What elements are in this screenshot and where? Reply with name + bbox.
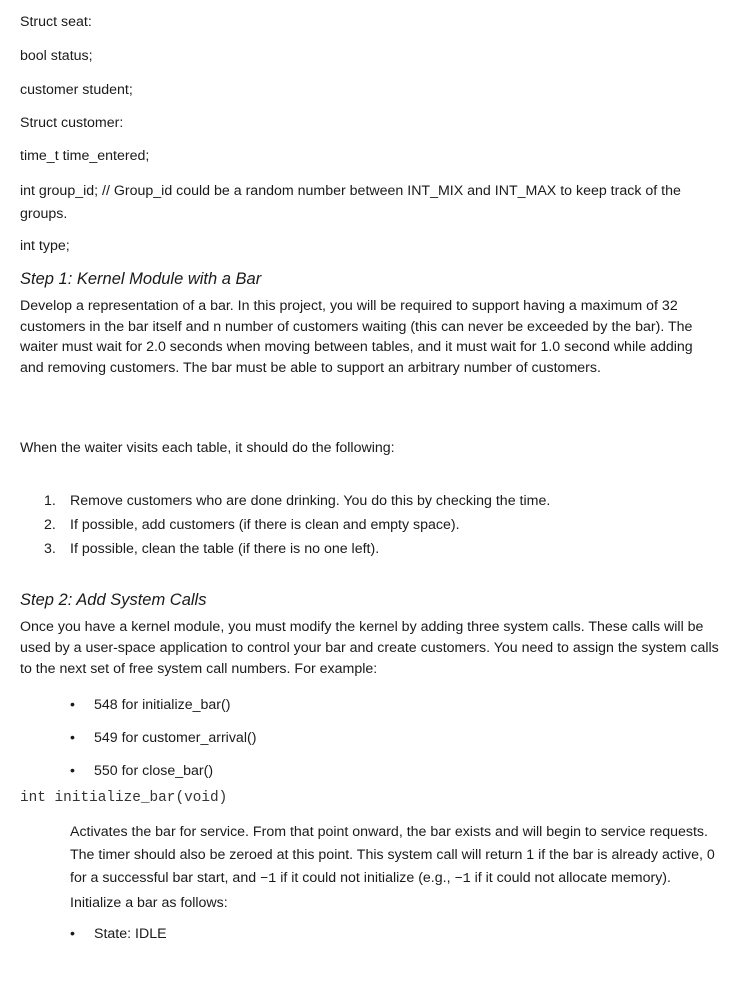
customer-student-line: customer student; [20, 82, 133, 98]
initialize-bar-description: Activates the bar for service. From that point onward, the bar exists and will begin to service requests. The timer should also be zeroed at this point. This system call will return 1 if the bar is already active, 0 for a successful bar start, and −1 if it could not initialize (e.g., −1 if it could not allocate memory). Initialize a bar as follows: [70, 824, 715, 911]
list-item: • 549 for customer_arrival() [70, 730, 257, 746]
init-state-list [70, 925, 167, 958]
list-item: • 548 for initialize_bar() [70, 697, 231, 713]
function-signature: int initialize_bar(void) [20, 790, 228, 806]
minus-one-code: −1 [454, 872, 471, 888]
minus-one-code: −1 [260, 872, 277, 888]
waiter-intro: When the waiter visits each table, it should do the following: [20, 440, 395, 456]
group-id-line: int group_id; // Group_id could be a random number between INT_MIX and INT_MAX to keep track of the groups. [20, 183, 681, 222]
list-item: 1. Remove customers who are done drinking. You do this by checking the time. [44, 493, 551, 509]
waiter-steps-list [44, 492, 550, 564]
struct-seat-line: Struct seat: [20, 14, 92, 30]
syscall-list [70, 696, 256, 795]
step1-paragraph: Develop a representation of a bar. In this project, you will be required to support having a maximum of 32 customers in the bar itself and n number of customers waiting (this can never be exceeded by the bar). The waiter must wait for 2.0 seconds when moving between tables, and it must wait for 1.0 second while adding and removing customers. The bar must be able to support an arbitrary number of customers. [20, 298, 693, 376]
list-item: • State: IDLE [70, 926, 167, 942]
list-item: 3. If possible, clean the table (if there is no one left). [44, 541, 380, 557]
bool-status-line: bool status; [20, 48, 93, 64]
time-entered-line: time_t time_entered; [20, 148, 150, 164]
step2-paragraph: Once you have a kernel module, you must modify the kernel by adding three system calls. These calls will be used by a user-space application to control your bar and create customers. You need to assign the system calls to the next set of free system call numbers. For example: [20, 619, 719, 677]
list-item: 2. If possible, add customers (if there is clean and empty space). [44, 517, 460, 533]
step2-heading: Step 2: Add System Calls [20, 591, 207, 609]
struct-customer-line: Struct customer: [20, 115, 124, 131]
int-type-line: int type; [20, 238, 70, 254]
step1-heading: Step 1: Kernel Module with a Bar [20, 270, 262, 288]
list-item: • 550 for close_bar() [70, 763, 214, 779]
